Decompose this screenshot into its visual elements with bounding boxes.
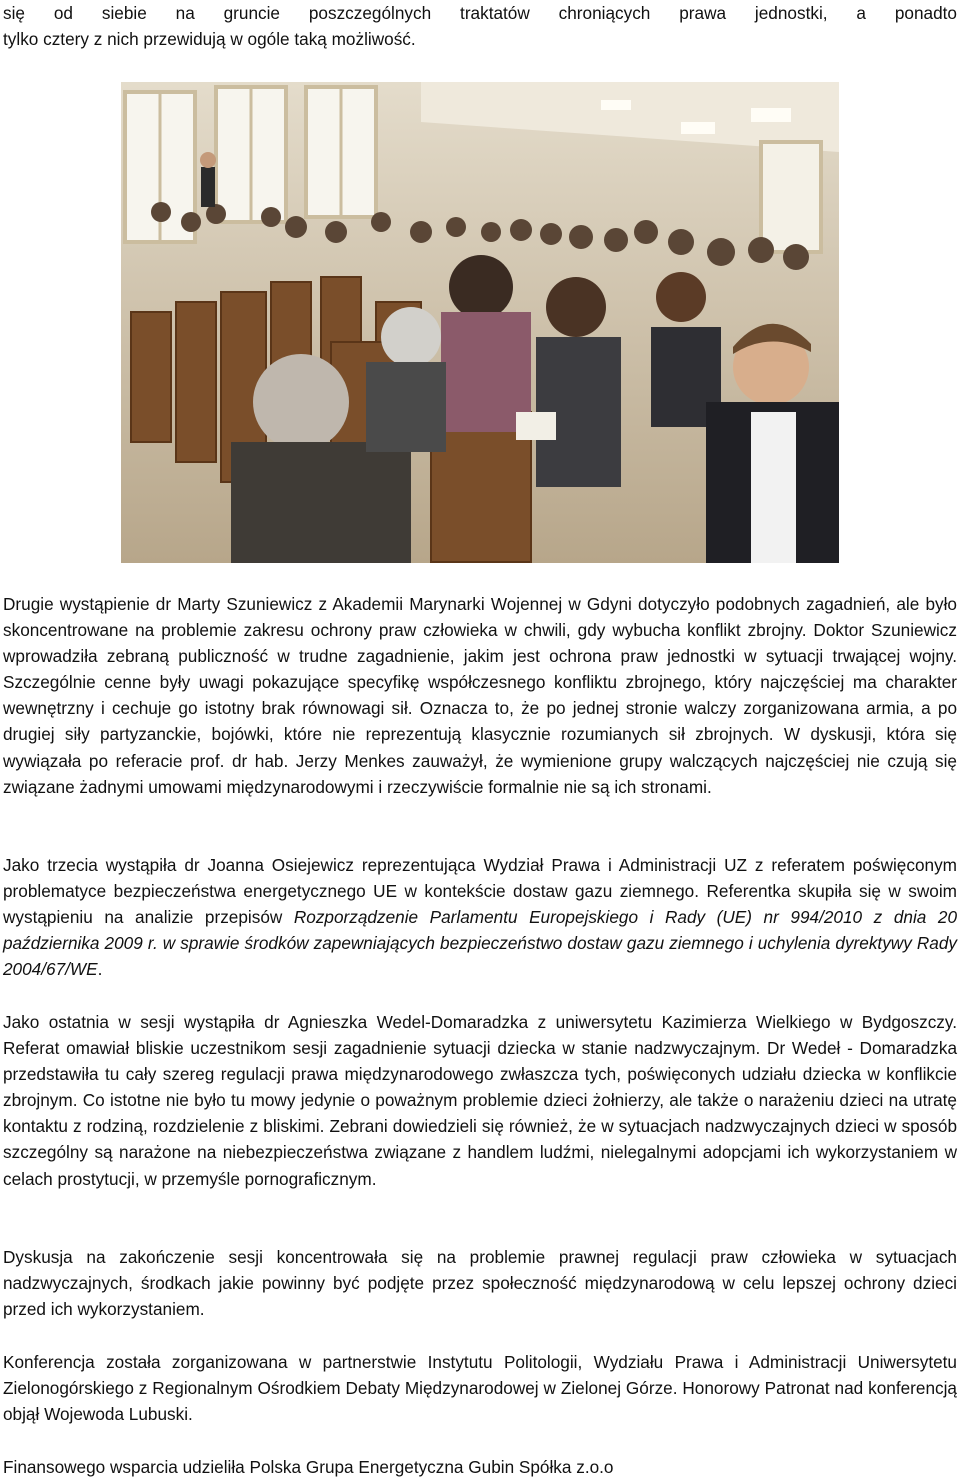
intro-line-1: się od siebie na gruncie poszczególnych traktatów chroniących prawa jednostki, a ponadto (3, 3, 957, 23)
paragraph-discussion: Dyskusja na zakończenie sesji koncentrowała się na problemie prawnej regulacji praw człowieka w sytuacjach nadzwyczajnych, środkach jakie powinny być podjęte przez społeczność międzynarodową w celu lepszej ochrony dzieci przed ich wykorzystaniem. (3, 1247, 957, 1320)
regulation-title: Rozporządzenie Parlamentu Europejskiego i Rady (UE) nr 994/2010 z dnia 20 października 2009 r. w sprawie środków zapewniających bezpieczeństwo dostaw gazu ziemnego i uchylenia dyrektywy Rady 2004/67/WE (3, 907, 958, 980)
paragraph-szuniewicz: Drugie wystąpienie dr Marty Szuniewicz z Akademii Marynarki Wojennej w Gdyni dotyczyło podobnych zagadnień, ale było skoncentrowane na problemie zakresu ochrony praw człowieka w chwili, gdy wybucha konflikt zbrojny. Doktor Szuniewicz wprowadziła zebraną publiczność w trudne zagadnienie, jakim jest ochrona praw jednostki w sytuacji trwającej wojny. Szczególnie cenne były uwagi pokazujące specyfikę współczesnego konfliktu zbrojnego, który najczęściej ma charakter wewnętrzny i cechuje go istotny brak równowagi sił. Oznacza to, że po jednej stronie walczy zorganizowana armia, a po drugiej siły partyzanckie, bojówki, które nie reprezentują klasycznie rozumianych sił zbrojnych. W dyskusji, która się wywiązała po referacie prof. dr hab. Jerzy Menkes zauważył, że wymienione grupy walczących najczęściej nie czują się związane żadnymi umowami międzynarodowymi i rzeczywiście formalnie nie są ich stronami. (3, 594, 957, 797)
intro-line-2: tylko cztery z nich przewidują w ogóle taką możliwość. (3, 29, 416, 49)
paragraph-osiejewicz-end: . (97, 959, 103, 980)
paragraph-organization: Konferencja została zorganizowana w partnerstwie Instytutu Politologii, Wydziału Prawa i Administracji Uniwersytetu Zielonogórskiego z Regionalnym Ośrodkiem Debaty Międzynarodowej w Zielonej Górze. Honorowy Patronat nad konferencją objął Wojewoda Lubuski. (3, 1352, 957, 1425)
paragraph-wedel-domaradzka: Jako ostatnia w sesji wystąpiła dr Agnieszka Wedel-Domaradzka z uniwersytetu Kazimierza Wielkiego w Bydgoszczy. Referat omawiał bliskie uczestnikom sesji zagadnienie sytuacji dziecka w stanie nadzwyczajnym. Dr Wedeł - Domaradzka przedstawiła tu cały szereg regulacji prawa międzynarodowego zwłaszcza tych, poświęconych udziału dziecka w konflikcie zbrojnym. Co istotne nie było tu mowy jedynie o poważnym problemie dzieci żołnierzy, ale także o narażeniu dzieci na utratę kontaktu z rodziną, rozdzielenie z bliskimi. Zebrani dowiedzieli się również, że w sytuacjach nadzwyczajnych dzieci w sposób szczególny są narażone na niebezpieczeństwa związane z handlem ludźmi, nielegalnymi adopcjami ich wykorzystaniem w celach prostytucji, w przemyśle pornograficznym. (3, 1012, 957, 1189)
paragraph-osiejewicz-text: Jako trzecia wystąpiła dr Joanna Osiejewicz reprezentująca Wydział Prawa i Administracji UZ z referatem poświęconym problematyce bezpieczeństwa energetycznego UE w kontekście dostaw gazu ziemnego. Referentka skupiła się w swoim wystąpieniu na analizie przepisów (3, 855, 957, 928)
paragraph-osiejewicz (3, 852, 957, 982)
conference-audience-photo (121, 82, 839, 563)
funding-note: Finansowego wsparcia udzieliła Polska Grupa Energetyczna Gubin Spółka z.o.o (3, 1457, 614, 1477)
